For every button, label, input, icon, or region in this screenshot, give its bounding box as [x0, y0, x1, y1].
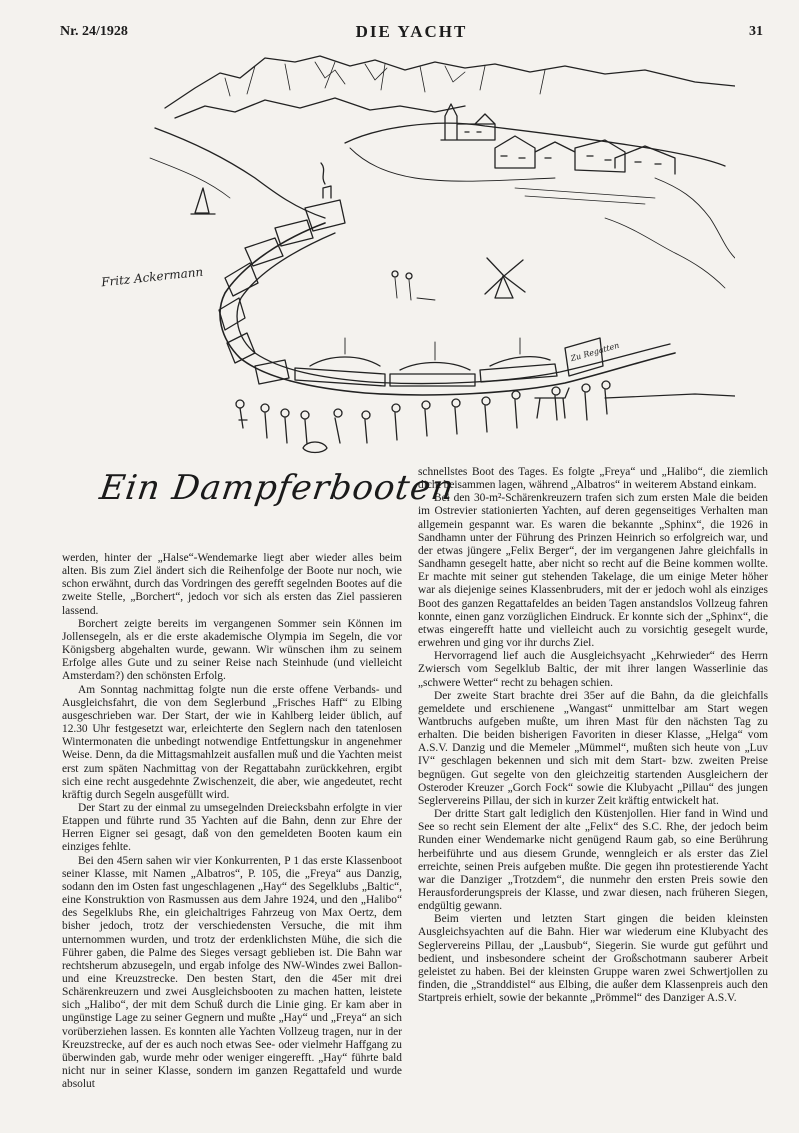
regatta-train-illustration	[135, 48, 735, 458]
paragraph: schnellstes Boot des Tages. Es folgte „Freya“ und „Halibo“, die ziemlich dicht beisammen lagen, während „Albatros“ in weiterem Abstand einkam.	[418, 466, 768, 492]
windmill	[485, 258, 525, 298]
houses	[495, 136, 675, 174]
page-number: 31	[749, 24, 763, 39]
paragraph: Hervorragend lief auch die Ausgleichsyacht „Kehrwieder“ des Herrn Zwiersch vom Segelklub Baltic, der mit ihrer langen Wasserlinie das „schwere Wetter“ recht zu behagen schien.	[418, 650, 768, 689]
paragraph: Bei den 30-m²-Schärenkreuzern trafen sich zum ersten Male die beiden im Ostrevier stationierten Yachten, auf deren gegenseitiges Verhalten man allgemein gespannt war. Es waren die bekannte „Sphinx“, die 1926 in Sandhamn unter der Führung des Prinzen Heinrich so erfolgreich war, und der etwas jüngere „Felix Berger“, der im vergangenen Jahre gleichfalls in Sandhamn gesegelt hatte, aber nicht so recht auf die Beine kommen wollte. Er machte mit seiner gut stehenden Takelage, die um einige Meter höher war als diejenige seines Klassenbruders, mit der er jedoch wohl als einziges Boot des ganzen Regattafeldes an beiden Tagen anstandslos Vollzeug fahren konnte, einen ganz vorzüglichen Eindruck. Er konnte sich der „Sphinx“, die etwas eingerefft hatte und vielleicht auch zu vorsichtig gesegelt wurde, erwehren und ging vor ihr durchs Ziel.	[418, 492, 768, 650]
paragraph: Der zweite Start brachte drei 35er auf die Bahn, da die gleichfalls gemeldete und erschienene „Wangast“ unmittelbar am Start wegen Wantbruchs aufgeben mußte, um ihren Mast für den nächsten Tag zu erhalten. Die beiden bisherigen Favoriten in dieser Klasse, „Helga“ vom A.S.V. Danzig und die Memeler „Mümmel“, mußten sich heute von „Luv IV“ geschlagen bekennen und sich mit dem Start- bzw. zweiten Preise begnügen. Gut segelte von den gleichzeitig startenden Ausgleichern der Osteroder Kreuzer „Gorch Fock“ sowie die Klubyacht „Pillau“ des jungen Seglervereins Pillau, der sich in kurzer Zeit kräftig entwickelt hat.	[418, 689, 768, 807]
article-column-left	[62, 552, 402, 1091]
magazine-title: DIE YACHT	[355, 22, 468, 41]
paragraph: Beim vierten und letzten Start gingen die beiden kleinsten Ausgleichsyachten auf die Bahn. Hier war wiederum eine Klubyacht des Seglervereins Pillau, der „Lausbub“, Siegerin. Sie wurde gut geführt und bedient, und insbesondere scheint der Großschotmann sauberer Arbeit geleistet zu haben. Bei der kleinsten Gruppe waren zwei Schwertjollen zu finden, die „Stranddistel“ aus Elbing, die außer dem Klassenpreis auch den Startpreis erhielt, sowie der bekannte „Prömmel“ des Danziger A.S.V.	[418, 913, 768, 1005]
paragraph: Bei den 45ern sahen wir vier Konkurrenten, P 1 das erste Klassenboot seiner Klasse, mit Namen „Albatros“, P. 105, die „Freya“ aus Danzig, sodann den im Osten fast ungeschlagenen „Hay“ des Segelklubs „Baltic“, eine Konstruktion von Rasmussen aus dem Jahre 1924, und den „Halibo“ des Segelklubs Rhe, ein gleichaltriges Fahrzeug von Max Oertz, dem bisher jedoch, trotz der verschiedensten Versuche, die mit ihm unternommen wurden, und trotz der erdenklichsten Mühe, die sich die Führer gaben, die Palme des Sieges versagt geblieben ist. Die Bahn war rechtsherum abzusegeln, und ergab infolge des NW-Windes zwei Ballon- und eine Kreuzstrecke. Den besten Start, den die 45er mit drei Schärenkreuzern und zwei Ausgleichsbooten zu machen hatten, leistete sich „Halibo“, der mit dem Schuß durch die Linie ging. Er kam aber in ungünstige Lage zu seiner Gegnern und mußte „Hay“ und „Freya“ an sich vorüberziehen lassen. Es konnten alle Yachten Vollzeug tragen, nur in der Kreuzstrecke, auf der es auch noch etwas See- oder vielmehr Haffgang zu überwinden gab, wurde mehr oder weniger eingerefft. „Hay“ führte bald nicht nur in seiner Klasse, sondern im ganzen Regattafeld und wurde absolut	[62, 854, 402, 1091]
paragraph: Borchert zeigte bereits im vergangenen Sommer sein Können im Jollensegeln, als er die erste akademische Olympia im Segeln, die vor Königsberg abgehalten wurde, gewann. Wir wünschen ihm zu seinem Erfolge alles Gute und zu seiner Reise nach Steinhude (und vielleicht Amsterdam?) den schönsten Erfolg.	[62, 617, 402, 683]
article-column-right	[418, 466, 768, 1005]
regatta-sign-text: Zu Regatten	[569, 340, 621, 364]
sailboat	[191, 188, 215, 214]
issue-number: Nr. 24/1928	[60, 24, 128, 39]
paragraph: Am Sonntag nachmittag folgte nun die erste offene Verbands- und Ausgleichsfahrt, die von dem Seglerbund „Frisches Haff“ zu Elbing ausgeschrieben war. Der Start, der wie in Kahlberg leider üblich, auf 12.30 Uhr festgesetzt war, erleichterte den Seglern nach den tatenlosen Wintermonaten die unbedingt notwendige Entfettungskur in angenehmer Weise. Denn, da die Mittagsmahlzeit ausfallen muß und die Yachten meist erst zum späten Nachmittag von der Regattabahn zurückkehren, ergibt sich eine recht ausgedehnte Zwischenzeit, die aber, wie angedeutet, recht kräftig durch Segeln ausgefüllt wird.	[62, 683, 402, 801]
paragraph: Der Start zu der einmal zu umsegelnden Dreiecksbahn erfolgte in vier Etappen und führte rund 35 Yachten auf die Bahn, denn zur Ehre der Herren Eigner sei gesagt, daß von den gemeldeten Booten kaum ein einziges fehlte.	[62, 801, 402, 854]
paragraph: Der dritte Start galt lediglich den Küstenjollen. Hier fand in Wind und See so recht sein Element der alte „Felix“ des S.C. Rhe, der jedoch beim Runden einer Wendemarke nicht genügend Raum gab, so eine Berührung herbeiführte und aus diesem Grunde, wenngleich er als erster das Ziel erreichte, seinen Preis aufgeben mußte. Die gegen ihn protestierende Yacht war die Danziger „Trotzdem“, die nunmehr den ersten Preis sowie den Herausforderungspreis der Klasse, und zwar diesen, nach früheren Siegen, endgültig gewann.	[418, 808, 768, 913]
paragraph: werden, hinter der „Halse“-Wendemarke liegt aber wieder alles beim alten. Bis zum Ziel ändert sich die Reihenfolge der Boote nur noch, wie schon erwähnt, durch das Vordringen des gerefft segelnden Bootes auf die zweite Stelle, „Borchert“, jedoch vor sich als ersten das Ziel passieren lassend.	[62, 552, 402, 617]
railway-track	[220, 223, 675, 395]
artist-signature: Fritz Ackermann	[100, 264, 204, 290]
locomotive	[305, 186, 345, 231]
pig	[303, 442, 327, 453]
article-title: Ein Dampferbooten	[97, 468, 458, 508]
flat-cars-with-boats	[295, 364, 557, 386]
page-header	[60, 20, 763, 44]
